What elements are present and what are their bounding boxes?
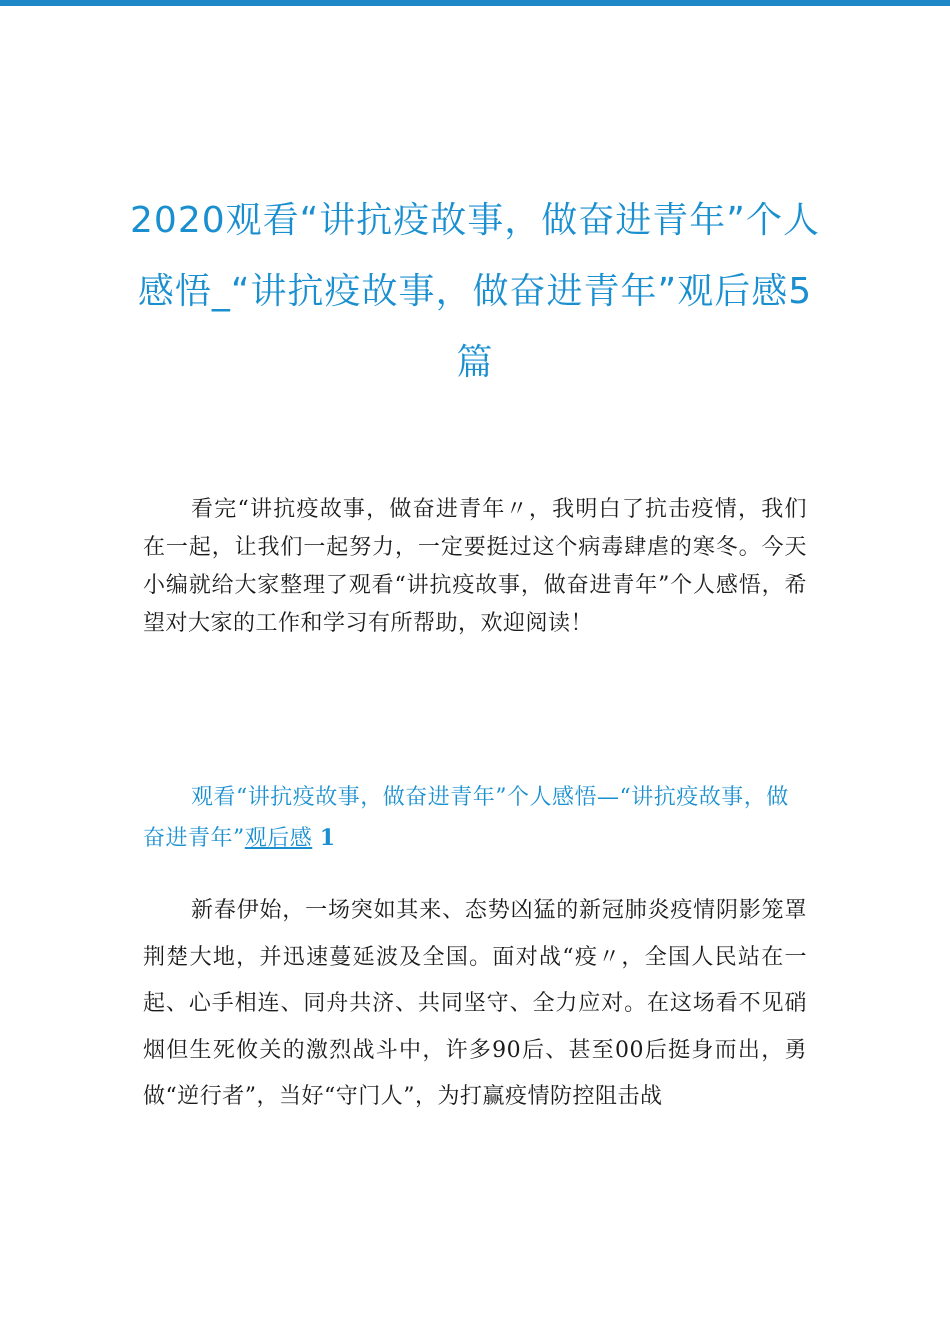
intro-paragraph: 看完“讲抗疫故事，做奋进青年〃，我明白了抗击疫情，我们在一起，让我们一起努力，一定要挺过这个病毒肆虐的寒冬。今天小编就给大家整理了观看“讲抗疫故事，做奋进青年”个人感悟，希望对大家的工作和学习有所帮助，欢迎阅读！ xyxy=(143,497,807,636)
document-title: 2020观看“讲抗疫故事，做奋进青年”个人感悟_“讲抗疫故事，做奋进青年”观后感5篇 xyxy=(130,200,820,383)
section-heading-text: 观看“讲抗疫故事，做奋进青年”个人感悟—“讲抗疫故事，做奋进青年” xyxy=(143,785,789,851)
section-heading-number: 1 xyxy=(319,825,336,851)
section-heading-1 xyxy=(143,778,807,859)
body-paragraph-1: 新春伊始，一场突如其来、态势凶猛的新冠肺炎疫情阴影笼罩荆楚大地，并迅速蔓延波及全国。面对战“疫〃，全国人民站在一起、心手相连、同舟共济、共同坚守、全力应对。在这场看不见硝烟但生死攸关的激烈战斗中，许多90后、甚至00后挺身而出，勇做“逆行者”，当好“守门人”，为打赢疫情防控阻击战 xyxy=(143,898,807,1109)
top-accent-bar xyxy=(0,0,950,6)
section-heading-link[interactable]: 观后感 xyxy=(244,826,313,851)
